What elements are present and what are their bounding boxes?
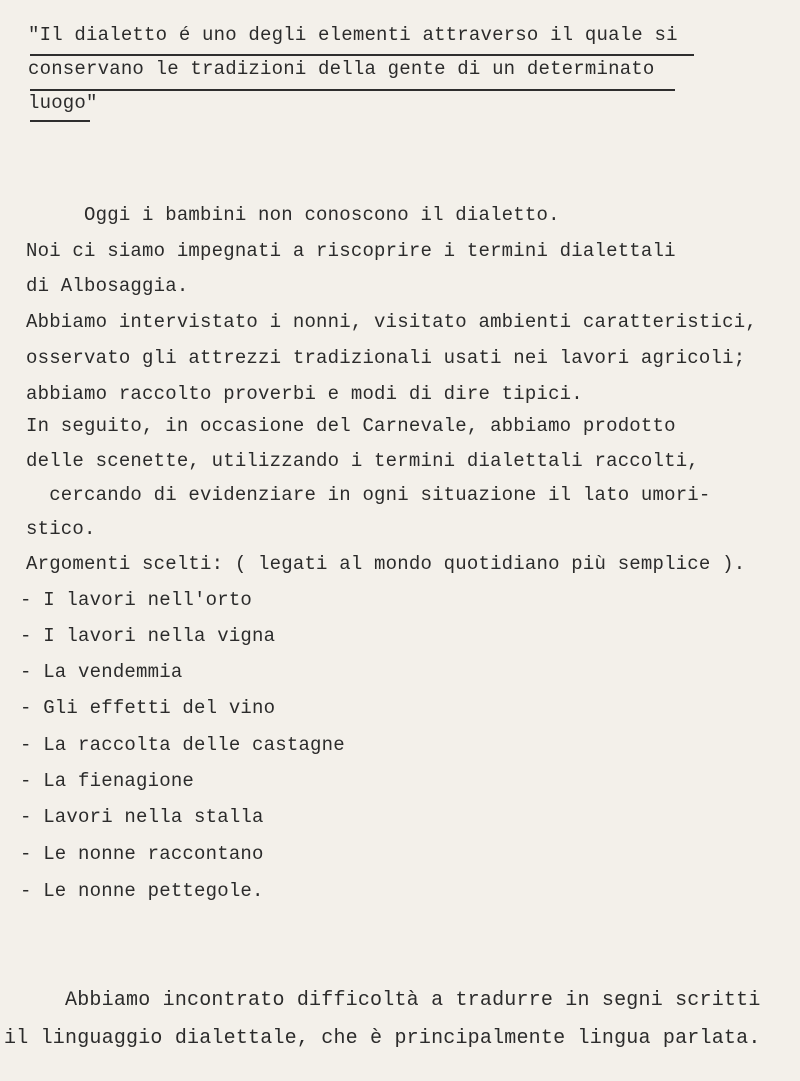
quote-line-3: luogo" <box>28 92 98 114</box>
topic-item: - Lavori nella stalla <box>20 806 264 828</box>
intro-line-7: In seguito, in occasione del Carnevale, abbiamo prodotto <box>26 415 676 437</box>
topic-item: - La raccolta delle castagne <box>20 734 345 756</box>
topic-item: - Gli effetti del vino <box>20 697 276 719</box>
quote-underline-1 <box>30 54 694 56</box>
intro-line-4: Abbiamo intervistato i nonni, visitato ambienti caratteristici, <box>26 311 757 333</box>
closing-line-1: Abbiamo incontrato difficoltà a tradurre in segni scritti <box>4 989 761 1012</box>
topic-item: - I lavori nella vigna <box>20 625 276 647</box>
quote-underline-2 <box>30 89 675 91</box>
intro-line-11: Argomenti scelti: ( legati al mondo quotidiano più semplice ). <box>26 553 746 575</box>
intro-line-5: osservato gli attrezzi tradizionali usati nei lavori agricoli; <box>26 347 746 369</box>
quote-underline-3 <box>30 120 90 122</box>
topic-item: - La fienagione <box>20 770 195 792</box>
topic-item: - La vendemmia <box>20 661 183 683</box>
topic-item: - Le nonne pettegole. <box>20 880 264 902</box>
intro-line-2: Noi ci siamo impegnati a riscoprire i termini dialettali <box>26 240 676 262</box>
topic-item: - Le nonne raccontano <box>20 843 264 865</box>
intro-line-10: stico. <box>26 518 96 540</box>
intro-line-6: abbiamo raccolto proverbi e modi di dire tipici. <box>26 383 583 405</box>
intro-line-3: di Albosaggia. <box>26 275 189 297</box>
intro-line-9: cercando di evidenziare in ogni situazione il lato umori- <box>26 484 711 506</box>
intro-line-1: Oggi i bambini non conoscono il dialetto. <box>26 204 560 226</box>
intro-line-8: delle scenette, utilizzando i termini dialettali raccolti, <box>26 450 699 472</box>
topic-item: - I lavori nell'orto <box>20 589 253 611</box>
quote-line-2: conservano le tradizioni della gente di un determinato <box>28 58 655 80</box>
closing-line-2: il linguaggio dialettale, che è principalmente lingua parlata. <box>4 1027 761 1050</box>
quote-line-1: "Il dialetto é uno degli elementi attraverso il quale si <box>28 24 678 46</box>
